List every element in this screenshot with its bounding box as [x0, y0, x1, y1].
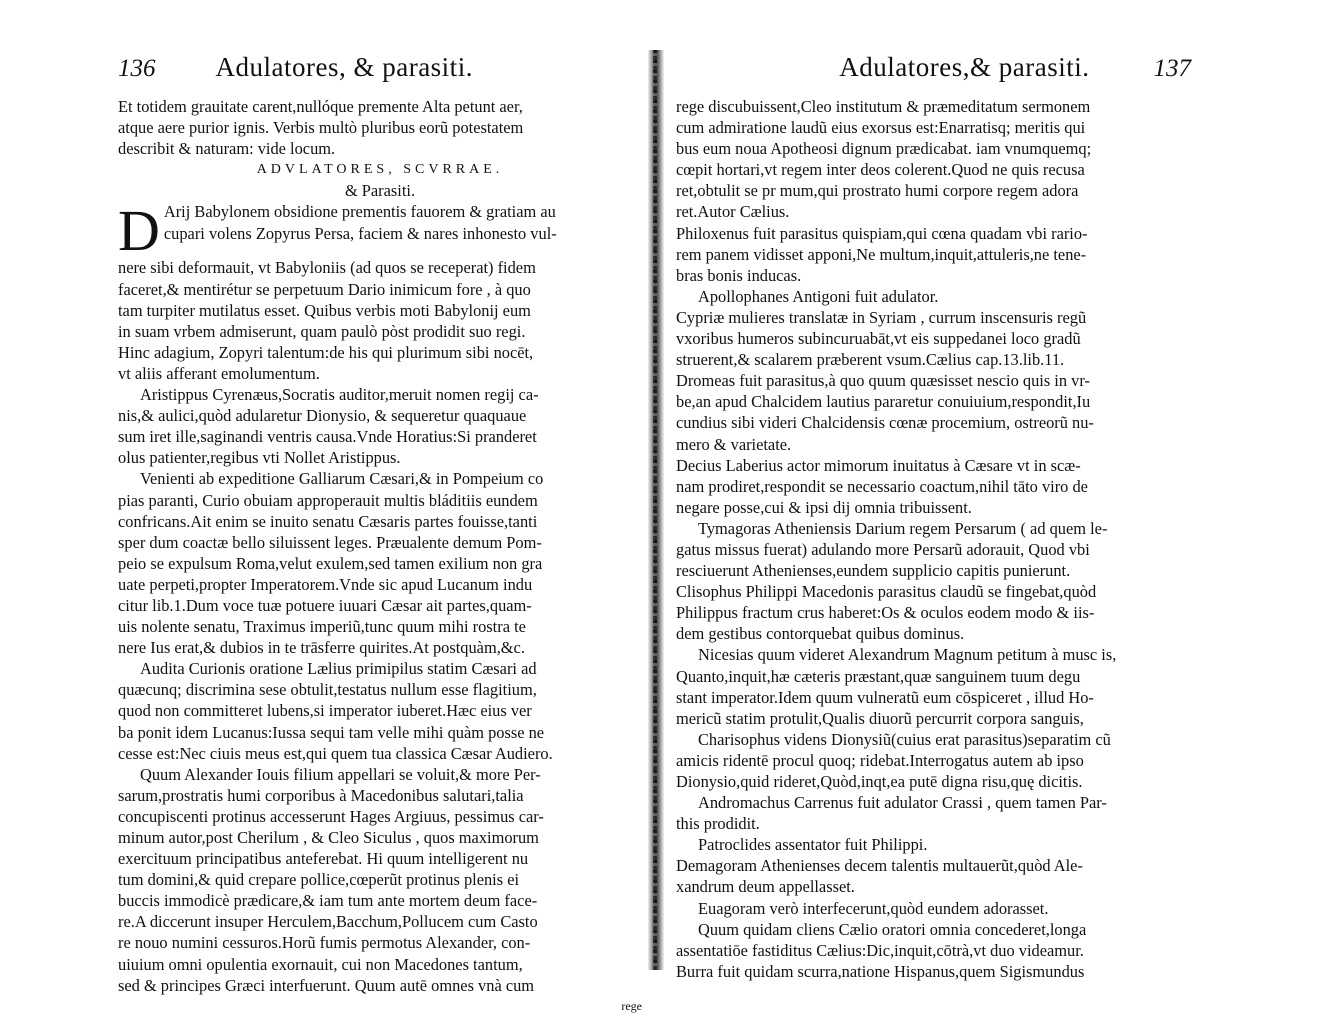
paragraph-clisophus [676, 581, 1191, 644]
paragraph-charisophus [676, 729, 1191, 792]
paragraph-caelius [676, 919, 1191, 982]
paragraph-nicesias [676, 644, 1191, 728]
text-line: bus eum noua Apotheosi dignum prædicabat. iam vnumquemq; [676, 139, 1092, 159]
right-page [664, 0, 1341, 1000]
paragraph-curio [118, 468, 642, 658]
text-line: sum iret ille,saginandi ventris causa.Vnde Horatius:Si pranderet [118, 427, 537, 447]
text-line: Demagoram Athenienses decem talentis multauerũt,quòd Ale- [676, 856, 1083, 876]
text-line: cum admiratione laudũ eius exorsus est:Enarratisq; meritis qui [676, 118, 1086, 138]
text-line: atque aere purior ignis. Verbis multò pluribus eorũ potestatem [118, 118, 524, 138]
text-line: in suam vrbem admiserunt, quam paulò pòst prodidit suo regi. [118, 321, 526, 341]
right-running-title: Adulatores,& parasiti. [839, 52, 1090, 82]
paragraph-dromeas [676, 370, 1191, 454]
paragraph-philoxenus [676, 223, 1191, 286]
right-running-head [676, 52, 1191, 96]
text-line: Andromachus Carrenus fuit adulator Crassi , quem tamen Par- [698, 793, 1107, 813]
paragraph-alexander [118, 764, 642, 996]
text-line: sarum,prostratis humi corporibus à Macedonibus salutari,talia [118, 785, 524, 805]
text-line: bras bonis inducas. [676, 265, 802, 285]
paragraph-laberius [676, 455, 1191, 518]
text-line: olus patienter,regibus vti Nollet Aristippus. [118, 448, 401, 468]
text-line: Patroclides assentator fuit Philippi. [698, 835, 928, 855]
text-line: cundius sibi videri Chalcidensis cœnæ procemium, ostreorũ nu- [676, 413, 1094, 433]
left-running-head [118, 52, 642, 96]
text-line: sed & principes Græci interfuerunt. Quum autē omnes vnà cum [118, 975, 535, 995]
paragraph-cleo [676, 96, 1191, 223]
text-line: mericũ statim protulit,Qualis diuorũ percurrit corpora sanguis, [676, 708, 1084, 728]
text-line: vt aliis afferant emolumentum. [118, 363, 320, 383]
left-page [0, 0, 652, 1013]
text-line: tam turpiter mutilatus esset. Quibus verbis moti Babylonij eum [118, 300, 531, 320]
text-line: citur lib.1.Dum voce tuæ potuere iuuari Cæsar ait partes,quam- [118, 595, 532, 615]
text-line: nam prodiret,respondit se necessario coactum,nihil tāto viro de [676, 476, 1088, 496]
text-line: ret.Autor Cælius. [676, 202, 790, 222]
text-line: negare posse,cui & ipsi dij omnia tribuissent. [676, 497, 972, 517]
text-line: ba ponit idem Lucanus:Iussa sequi tam velle mihi quàm posse ne [118, 722, 545, 742]
text-line: re.A diccerunt insuper Herculem,Bacchum,Pollucem cum Casto [118, 912, 538, 932]
text-line: pias paranti, Curio obuiam approperauit multis bláditiis eundem [118, 490, 538, 510]
text-line: Arij Babylonem obsidione prementis fauorem & gratiam au [163, 202, 556, 222]
text-line: Nicesias quum videret Alexandrum Magnum petitum à musc is, [698, 645, 1117, 665]
catchword: rege [621, 998, 642, 1013]
text-line: Decius Laberius actor mimorum inuitatus à Cæsare vt in scæ- [676, 455, 1081, 475]
text-line: rege discubuissent,Cleo institutum & præmeditatum sermonem [676, 97, 1091, 116]
text-line: Tymagoras Atheniensis Darium regem Persarum ( ad quem le- [698, 518, 1108, 538]
left-page-number: 136 [118, 55, 156, 82]
text-line: amicis ridentē procul quoq; ridebat.Interrogatus autem ab ipso [676, 750, 1084, 770]
text-line: Hinc adagium, Zopyri talentum:de his qui plurimum sibi nocēt, [118, 342, 534, 362]
text-line: be,an apud Chalcidem lautius pararetur conuiuium,respondit,Iu [676, 392, 1091, 412]
text-line: Quanto,inquit,hæ cæteris præstant,quæ sanguinem tuum degu [676, 666, 1081, 686]
dropcap-paragraph [118, 198, 642, 264]
text-line: minum autor,post Cherilum , & Cleo Siculus , quos maximorum [118, 828, 539, 847]
text-line: Cypriæ mulieres translatæ in Syriam , currum inscensuris regũ [676, 307, 1087, 327]
text-line: resciuerunt Athenienses,eundem supplicio capitis punierunt. [676, 561, 1071, 581]
paragraph-apollophanes [676, 286, 1191, 307]
section-heading: ADVLATORES, SCVRRAE. [256, 162, 504, 178]
text-line: rem panem vidisset apponi,Ne multum,inquit,attuleris,ne tene- [676, 244, 1087, 264]
text-line: Clisophus Philippi Macedonis parasitus claudũ se fingebat,quòd [676, 582, 1097, 602]
text-line: describit & naturam: vide locum. [118, 139, 336, 159]
text-line: nere Ius erat,& dubios in te trāsferre quirites.At postquàm,&c. [118, 638, 525, 658]
text-line: exercituum principatibus anteferebat. Hi quum intelligerent nu [118, 849, 529, 869]
text-line: Charisophus videns Dionysiũ(cuius erat parasitus)separatim cũ [698, 729, 1111, 749]
text-line: sper dum coactæ bello siluissent leges. Præualente demum Pom- [118, 532, 542, 552]
text-line: mero & varietate. [676, 434, 792, 454]
text-line: nis,& aulici,quòd adularetur Dionysio, & sequeretur quaquaue [118, 406, 527, 426]
text-line: stant imperator.Idem quum vulneratũ eum cōspiceret , illud Ho- [676, 687, 1094, 707]
text-line: xandrum deum appellasset. [676, 877, 855, 897]
text-line: Audita Curionis oratione Lælius primipilus statim Cæsari ad [140, 659, 537, 679]
text-line: struerent,& scalarem præberent vsum.Cælius cap.13.lib.11. [676, 350, 1065, 370]
text-line: Philoxenus fuit parasitus quispiam,qui cœna quadam vbi rario- [676, 223, 1088, 243]
text-line: vxoribus humeros subincuruabāt,vt eis suppedanei loco gradũ [676, 329, 1081, 349]
text-line: Dionysio,quid rideret,Quòd,inqt,ea putē digna risu,quę dicitis. [676, 772, 1083, 791]
paragraph-andromachus [676, 792, 1191, 834]
paragraph-patroclides [676, 834, 1191, 855]
paragraph-cypriae [676, 307, 1191, 370]
text-line: Apollophanes Antigoni fuit adulator. [698, 286, 939, 306]
text-line: Et totidem grauitate carent,nullóque premente Alta petunt aer, [118, 97, 523, 116]
section-subheading: & Parasiti. [344, 181, 416, 201]
text-line: ret,obtulit se pr mum,qui prostrato humi corpore regem adora [676, 181, 1079, 201]
right-page-number: 137 [1153, 55, 1191, 82]
text-line: tum domini,& quid crepare pollice,cœperũt protinus plenis ei [118, 870, 520, 890]
text-line: Quum quidam cliens Cælio oratori omnia concederet,longa [698, 919, 1087, 939]
paragraph-euagoram [676, 898, 1191, 919]
text-line: dem gestibus contorquebat quibus dominus. [676, 624, 965, 644]
text-line: Philippus fractum crus haberet:Os & oculos eodem modo & iis- [676, 603, 1095, 623]
text-line: nere sibi deformauit, vt Babyloniis (ad quos se receperat) fidem [118, 258, 536, 278]
paragraph-demagoram [676, 855, 1191, 897]
text-line: cœpit hortari,vt regem inter deos colerent.Quod ne quis recusa [676, 160, 1085, 180]
text-line: uis nolente senatu, Traximus imperiũ,tunc quum mihi rostra te [118, 617, 526, 637]
text-line: Dromeas fuit parasitus,à quo quum quæsisset nescio quis in vr- [676, 371, 1090, 391]
text-line: assentatiōe fastiditus Cælius:Dic,inquit,cōtrà,vt duo videamur. [676, 940, 1084, 960]
text-line: uiuium omni opulentia exornauit, cui non Macedones tantum, [118, 954, 523, 974]
text-line: cupari volens Zopyrus Persa, faciem & nares inhonesto vul- [163, 223, 557, 243]
dropcap-letter: D [118, 198, 160, 264]
text-line: gatus missus fuerat) adulando more Persarũ adorauit, Quod vbi [676, 539, 1090, 559]
paragraph-aristippus [118, 384, 642, 468]
text-line: quod non committeret lubens,si imperator iuberet.Hæc eius ver [118, 701, 532, 721]
text-line: Burra fuit quidam scurra,natione Hispanus,quem Sigismundus [676, 961, 1085, 981]
text-line: peio se expulsum Roma,velut exulem,sed tamen exilium non gra [118, 553, 543, 573]
paragraph-tymagoras [676, 518, 1191, 581]
left-running-title: Adulatores, & parasiti. [215, 52, 473, 82]
paragraph-zopyrus [118, 257, 642, 384]
text-line: confricans.Ait enim se inuito senatu Cæsaris partes fouisse,tanti [118, 511, 538, 531]
text-line: this prodidit. [676, 814, 760, 834]
paragraph-laelius [118, 658, 642, 763]
text-line: cesse est:Nec ciuis meus est,qui quem tua classica Cæsar Audiero. [118, 743, 553, 763]
text-line: Quum Alexander Iouis filium appellari se voluit,& more Per- [140, 764, 541, 784]
text-line: re nouo numini cessuros.Horũ fumis permotus Alexander, con- [118, 933, 531, 953]
text-line: quæcunq; discrimina sese obtulit,testatus nullum esse flagitium, [118, 680, 537, 700]
text-line: Euagoram verò interfecerunt,quòd eundem adorasset. [698, 898, 1049, 918]
text-line: buccis immodicè prædicare,& iam tum ante mortem deum face- [118, 891, 538, 911]
text-line: concupiscenti protinus accesserunt Hages Argiuus, pessimus car- [118, 806, 544, 826]
text-line: faceret,& mentirétur se perpetuum Dario inimicum fore , à quo [118, 279, 531, 299]
text-line: Aristippus Cyrenæus,Socratis auditor,meruit nomen regij ca- [140, 385, 539, 405]
left-intro [118, 96, 642, 159]
text-line: uate perpeti,propter Imperatorem.Vnde sic apud Lucanum indu [118, 574, 533, 594]
text-line: Venienti ab expeditione Galliarum Cæsari,& in Pompeium co [140, 469, 544, 489]
